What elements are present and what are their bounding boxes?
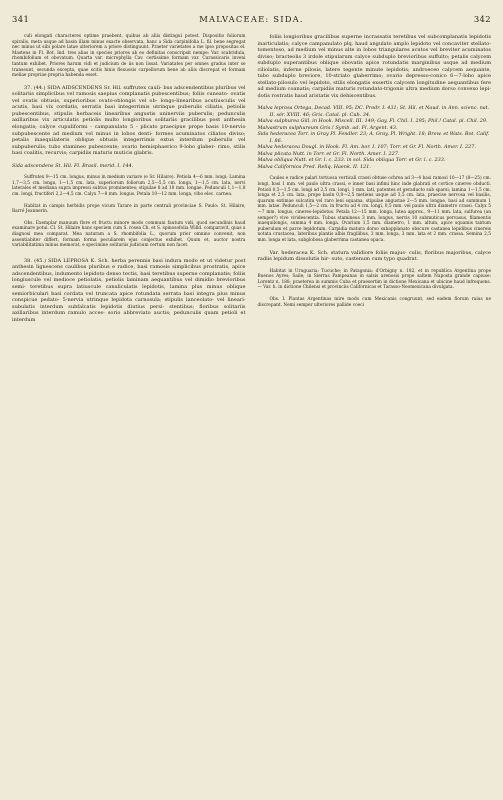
small-print-paragraph: Suffrutex 9—15 cm. longus, minus in medium variare (e Sr. Hilaire). Petiola 4—6 mm. longi; Lamina 1,7—3,5 cm. longa, 1—1,5 cm. lata, superiorum foliorum 2,5—5,5 cm. longa, 1—1,5 cm. lata, nervi laterales et mediana supra impressi subtus prominentes; stipulae 8 ad 10 mm. longae. Pedunculi 1,1—1,8 cm. longi, fructiferi 2,2—4,5 cm. Calyx 7—8 mm. longus. Petala 10—12 mm. longa, vibo elec. carnea. bbox=[12, 175, 246, 198]
small-print-paragraph: Habitat in campis herbidis prope vicum Tarare in parte centrali provinciae S. Paulo: St. Hilaire, Barré Jeannerin. bbox=[12, 203, 246, 215]
paragraph-gap bbox=[12, 249, 246, 258]
small-print-paragraph: Habitat in Uruguaria: Tucuche; in Patagonia: d'Orbigny n. 182, et in republica Argentina prope Buenos Ayres; Saile; in Sierras Pampeanas in salsis arenosis prope saltem Naposta grande capiuse: Lorentz n. 188; praeterea in summis Cuba et praesertim in dictione Mexicana et ubicine haud infrequens. — Var. h. in dictione Chilensi et provinciis Californicas et Tarasso-Neomexicana divulgata. bbox=[257, 268, 491, 291]
small-print-paragraph: culi elongati characteres optime praebent, quibus ab aliis distingui potest. Dispositio foliorum spiralis, meta usque ad basin illam minus exacte observata, hanc a Sida carpinifolia L. fil. bene segregat nec minus ut sibi polare latae ulteriorem a priore distinguunt. Praeter varietates a me ipso propositas el. Mastens in Fl. Bot. Ind. tres alias in species priores ab eo definitas conscripsit nempe: Var. scabridula, rhombifolium et obovatum. Quarta var. microphylla Cav. certissime formam var. Curassicaris inveni tantum exhibet. Priores harum vidi et judicium de iis non lissat. Variatates per omnes gradus inter se transeunt, secunda excepta, quae scitis hinis flexuosis carpellorum bene ab aliis discrepat et formam meliae propriae propria habenda esset. bbox=[12, 34, 246, 79]
small-print-paragraph: Obs. I. Plantas Argentinas mire modo cum Mexicanis congruunt, sed eadem florum raius ne discrepant. Nemi semper ulteriores pallide coeci bbox=[257, 297, 491, 308]
synonym-entry: Malva leprosa Ortega, Decad. VIII. 95; DC. Prodr. I. 431; St. Hil. et Naud. in Ann. scienc. nat. II. sér. XVIII. 46; Gris. Catal. pl. Cub. 34. bbox=[257, 105, 490, 118]
synonym-entry: Malva hederacea Dougl. in Hook. Fl. Am. bor. I. 107; Torr. et Gr. Fl. North. Amer. I. 227. bbox=[257, 144, 476, 151]
synonym-line: Sida adscendens St. Hil. Fl. Brasil. merid. I. 144. bbox=[12, 162, 134, 169]
text-columns bbox=[12, 34, 491, 323]
left-column bbox=[12, 34, 246, 323]
running-title: MALVACEAE: SIDA. bbox=[199, 14, 304, 24]
small-print-paragraph: Caules e radice palari tortuosa verticali crassi obtuse ochrea ad 3—4 basi ramosi 10—17 (8—25) cm. longi, basi 1 mm. vel paulo ultra crassi, e inner basi infimi hinc inde glabrati et cortice cinereo obducti. Petioli 0,5—1,5 cm. longi ad 2,5 cm. longi, 1 mm. lati, patentes et geraducto sub sparsi; lamina 1—1,5 cm. longa et 2,5 cm. lata, prope basin 0,8—2,5 metiens usque ad 3,5 cm. lata, praecise nervosa vel basilis, quarum extimae sulcatim vel raro leni squama, stipulae angustae 2—5 mm. longae, basi ad summum 1 mm. latae. Pedunculi 1,5—2 cm. in fructu ad 4 cm. longi, 0,5 mm. vel paulo ultra diametro crassi. Calyx 5—7 mm. longus, cinereo-lepidotus. Petala 12—15 mm. longa, lutea approx., 9—11 mm. lata, sulfurea (an semper?) vive viridescentia. Tubus stamineus 3 mm. longus, nervis 10 submuticus pervasus, filamentis inaequilongis, summa 4 mm. longa. Ovarium 1,5 mm. diametro, 1 mm. altum, apice squamis tantum puberulum et parce lepidotum. Carpidia matura dorso subapplanato obscure castanea lepidibus cinereis notata crustacea, lateribus plantis albis fragilibus, 3 mm. longa, 3 mm. lata et 2 mm. crassa. Semina 2,5 mm. longa et lata, subglobosa glaberrima castanea opaca. bbox=[257, 176, 491, 243]
body-paragraph: foliis longioribus gracilibus superne incrassatis teretibus vel subcomplanatis lepidotis inarticulatis; calyce campanulato plq. haud angulato amplo lepidoto vel concaviter stellato-tomentoso, ad medium vel minus alte in lobos triangulares acutos vel breviter acuminatos diviso; bracteolis 3 irdole stipularum calyce subduplo brevioribus suffulto; petalis calycem subduplo superantibus oblique obovatis apice rotundatis marginibus usque ad medium ciliolatis, inferne pilosis, latere tegente minute lepidotis; androeceo calycem aequante, tubo subduplo breviore, 10-striato glaberrimo; ovario depresso-conico 6—7-lobo apice stellato-pilosulo vel lepidoto, stilis elongatis exsertis calycem longitudine aequantibus fere ad medium coanatis; carpidiis maturis rotundato-trigonis ultra medium dorso convexo lepi- dotis rostratis haud aristatis vix dehiscentibus. bbox=[257, 34, 491, 99]
body-paragraph: 38. (45.) SIDA LEPROSA K. Sch. herba perennis basi indura modo et ut videtur post anthesin lignescens caulibus pluribus e radice, basi ramosis simplicibus prostratis, apice adscendentibus, indumento lepidoto denso tectis, basi teretibus superne complanatis; foliis longiuscule vel medioce petiolatis, petiolis laminam aequantibus vel dimidio brevioribus semi- teretibus supra latiuscule canaliculatis lepidotis, lamina plus minus oblique semiorbiculari basi cordata vel truncata apice rotundata serrata basi integra plus minus conspicue pedato- 5-nervia utrinque lepidota carnosula; stipulis lanceolato- vel lineari-subulatis interdum subfalcatis lepidotis diutius persi- stentibus; floribus solitariis axillaribus interdum ramulo acces- sorio abbreviato auctis; pedunculis quam petioli et interdum bbox=[12, 257, 246, 323]
body-paragraph: 37. (44.) SIDA AIDSCENDENS Sr. Hil. suffrutex cauli- bus adscendentibus pluribus vel solitariis simplicibus vel ramosis saepius complanatis pubescentibus; foliis cuneato- ovatis vel ovatis obtusis, superioribus ovato-oblongis vel ob- longo-linearibus acutiusculis vel acutis, basi vix cordatis, serratis basi integerrimis utrinque puberulis ciliatis, petiolis pubescentibus, stipulis herbaceis linearibus angustis uninerviis puberulis; pedunculis axillaribus vix articulatis petiolis multo longioribus solitariis gracilibus post anthesin elongatis; calyce cupuliformi - campanulato 5 - plicato praecipue prope basis 10-nervio subpubescente ad medium vel minus in lobos denti- formes acuminatos ciliatos diviso; petalis inaequilateris oblique obtusis integerrimis extus interdum puberulis vel subpuberulis; tubo stamineo pubescente; ovario hemisphaerico 9-lobo glaber- rimo, stilis basi coalitis, recurvis; carpidiis maturis muticis glabris. bbox=[12, 84, 246, 157]
page-header bbox=[12, 14, 491, 30]
synonym-entry: Sida hederacea Torr. in Gray Pl. Fendler. 23; A. Gray, Pl. Wright. 18; Brew. et Wats. Bot. Calif. I. 86. bbox=[257, 131, 490, 144]
synonym-list bbox=[258, 105, 492, 170]
synonym-entry: Malva sulphurea Gill. in Hook. Miscell. III. 149; Gay, Fl. Chil. I. 295; Phil.! Catal. pl. Chil. 29. bbox=[257, 118, 488, 125]
body-paragraph: Var. hederacea K. Sch. statura validiore foliis majus- culis, floribus majoribus, calyce radiis lepidum dissolutis hir- suto, castenum cum typo quadrat. bbox=[257, 249, 491, 263]
synonym-entry: Malvastrum sulphureum Gris.! Symb. ad. Fl. Argent. 43. bbox=[257, 124, 398, 131]
synonym-entry: Malva Californica Pred. Reliq. Haenk. II. 121. bbox=[257, 163, 371, 170]
synonym-entry: Malva plicata Nutt. in Torr. et Gr. Fl. North. Amer. I. 227. bbox=[257, 150, 400, 157]
right-column bbox=[258, 34, 492, 323]
left-page-number: 341 bbox=[12, 14, 30, 24]
small-print-paragraph: Obs. Exemplar manuum flore et fructu minore modo communi fautum vidi, quod secundinis haud examinare potui. Cl. St. Hilaire hanc speciem cum S. rosea Ch. et S. spinosofolia Willd. comparavit, quas a diagnosi mea comparat. Mea naturam a S. rhombifolia L., quorum prior omnino convenit, non assentiabiter differt, formam forma peculiarem ejus conjectus exhibet. Quum et, auctor nostra variabilitatima minus memorat, e specimine solitariis judicium certum non facet. bbox=[12, 220, 246, 249]
right-page-number: 342 bbox=[473, 14, 491, 24]
synonym-entry: Malva obliqua Nutt. et Gr. l. c. 233. in sol. Sida obliqua Torr. et Gr. l. c. 233. bbox=[257, 157, 446, 164]
